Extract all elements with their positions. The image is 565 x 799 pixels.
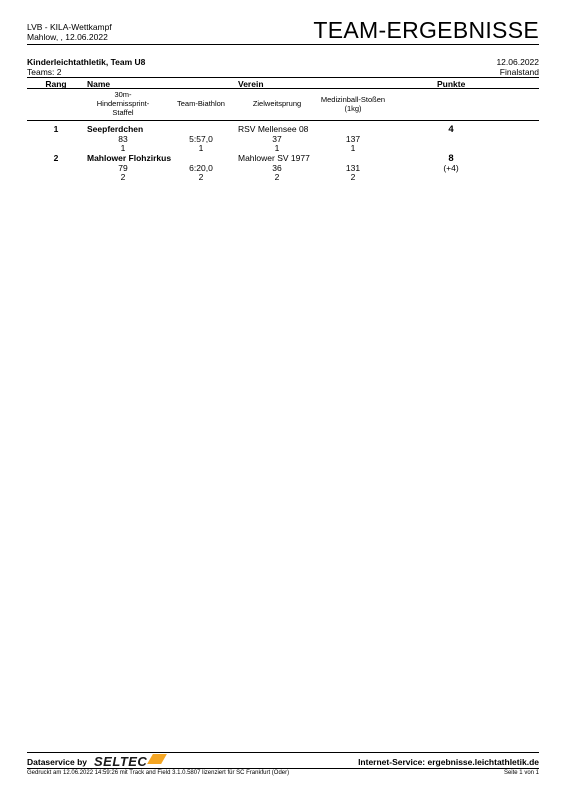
event-name: LVB - KILA-Wettkampf [27,22,112,32]
seltec-logo: SELTEC [94,754,148,769]
row-punkte-difference: (+4) [443,163,459,173]
row-place-biathlon: 1 [198,143,204,153]
row-result-biathlon: 6:20,0 [189,163,213,173]
discipline-line: Staffel [112,108,134,117]
col-header-name: Name [87,79,111,89]
internet-service[interactable]: Internet-Service: ergebnisse.leichtathletik.de [358,757,539,767]
page-title: TEAM-ERGEBNISSE [313,17,539,43]
row-place-zielweitsprung: 2 [274,172,280,182]
row-verein: RSV Mellensee 08 [238,124,309,134]
seltec-logo-stripe [147,754,167,764]
discipline-line: Hindernissprint- [96,99,150,108]
result-status: Finalstand [499,67,539,77]
row-place-biathlon: 2 [198,172,204,182]
teams-count: Teams: 2 [27,67,62,77]
row-place-zielweitsprung: 1 [274,143,280,153]
footer-top-divider [27,752,539,753]
discipline-line: Medizinball-Stoßen [320,95,386,104]
col-header-verein: Verein [238,79,264,89]
row-result-medizinball: 131 [345,163,361,173]
header-divider [27,44,539,45]
row-result-medizinball: 137 [345,134,361,144]
row-team-name: Mahlower Flohzirkus [87,153,172,163]
footer-divider [27,768,539,769]
row-verein: Mahlower SV 1977 [238,153,310,163]
discipline-header-zielweitsprung [240,99,314,108]
discipline-line: Zielweitsprung [252,99,302,108]
row-rang: 1 [53,124,59,134]
row-rang: 2 [53,153,59,163]
discipline-line: Team-Biathlon [177,99,225,108]
row-result-biathlon: 5:57,0 [189,134,213,144]
discipline-header-hindernissprint [86,90,160,117]
competition-date: 12.06.2022 [496,57,539,67]
row-place-hindernissprint: 2 [120,172,126,182]
discipline-line: (1kg) [344,104,362,113]
discipline-header-medizinball [312,95,394,113]
row-result-hindernissprint: 83 [118,134,128,144]
row-result-zielweitsprung: 37 [272,134,282,144]
competition-name: Kinderleichtathletik, Team U8 [27,57,146,67]
row-result-hindernissprint: 79 [118,163,128,173]
row-team-name: Seepferdchen [87,124,144,134]
table-top-divider [27,77,539,78]
discipline-header-biathlon [166,99,236,108]
page-number: Seite 1 von 1 [503,770,539,776]
row-punkte: 4 [448,124,454,135]
dataservice-label: Dataservice by [27,757,88,767]
row-place-medizinball: 1 [350,143,356,153]
col-header-punkte: Punkte [437,79,466,89]
printed-info: Gedruckt am 12.06.2022 14:59:26 mit Track and Field 3.1.0.5807 lizenziert für SC Frankfurt (Oder) [27,770,290,776]
row-place-hindernissprint: 1 [120,143,126,153]
col-header-rang: Rang [45,79,67,89]
discipline-line: 30m- [114,90,132,99]
discipline-header-divider [27,120,539,121]
row-result-zielweitsprung: 36 [272,163,282,173]
event-location-date: Mahlow, , 12.06.2022 [27,32,108,42]
row-place-medizinball: 2 [350,172,356,182]
table-header-divider [27,88,539,89]
row-punkte: 8 [448,153,454,164]
